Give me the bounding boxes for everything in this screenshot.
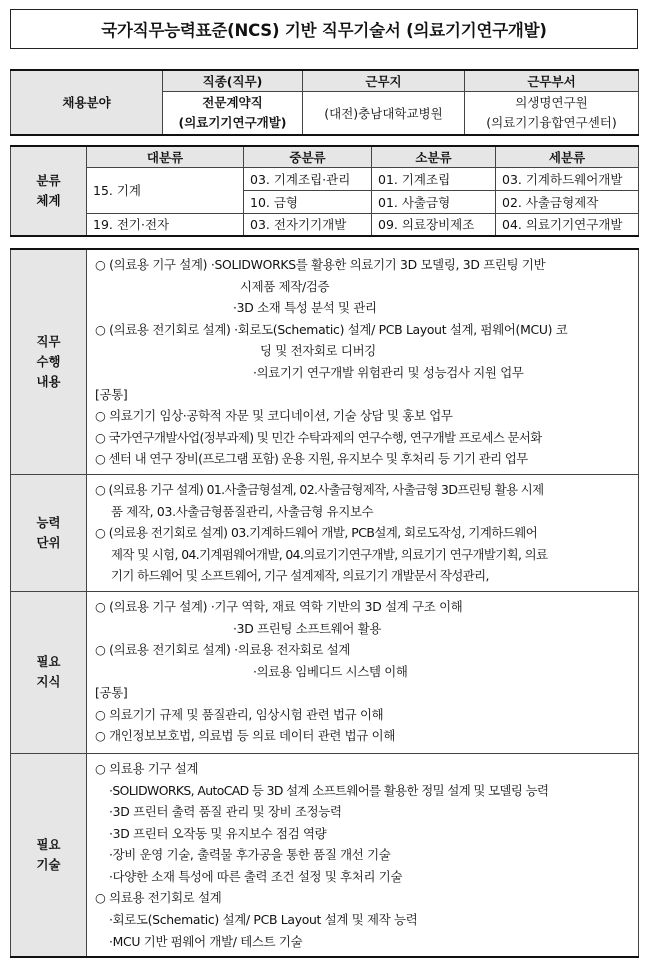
ability-line: 기기 하드웨어 및 소프트웨어, 기구 설계제작, 의료기기 개발문서 작성관리, <box>111 568 489 584</box>
col-header-workplace: 근무지 <box>303 70 465 91</box>
minor-item: 01. 사출금형 <box>372 190 496 213</box>
ability-line: 제작 및 시험, 04.기계펌웨어개발, 04.의료기기연구개발, 의료기기 연구개발기획, 의료 <box>111 546 548 562</box>
minor-item: 01. 기계조립 <box>372 167 496 190</box>
knowledge-line: ○ 개인정보보호법, 의료법 등 의료 데이터 관련 법규 이해 <box>95 728 395 744</box>
job-field: (의료기기연구개발) <box>178 114 287 130</box>
duty-line: ○ (의료용 기구 설계) ·SOLIDWORKS를 활용한 의료기기 3D 모델링, 3D 프린팅 기반 <box>95 257 546 272</box>
duty-line: ○ (의료용 전기회로 설계) ·회로도(Schematic) 설계/ PCB Layout 설계, 펌웨어(MCU) 코 <box>95 321 568 337</box>
document-title: 국가직무능력표준(NCS) 기반 직무기술서 (의료기기연구개발) <box>10 9 638 49</box>
dept-name: 의생명연구원 <box>515 94 588 110</box>
col-header-job: 직종(직무) <box>163 70 303 91</box>
skill-content <box>87 753 639 957</box>
major-electric: 19. 전기·전자 <box>87 213 244 236</box>
skill-line: ·다양한 소재 특성에 따른 출력 조건 설정 및 후처리 기술 <box>109 868 403 884</box>
duty-line: ·의료기기 연구개발 위험관리 및 성능검사 지원 업무 <box>253 364 524 380</box>
knowledge-line: ○ (의료용 전기회로 설계) ·의료용 전자회로 설계 <box>95 642 351 658</box>
knowledge-content <box>87 591 639 753</box>
skill-line: ·3D 프린터 출력 품질 관리 및 장비 조정능력 <box>109 804 342 820</box>
knowledge-line: ·3D 프린팅 소프트웨어 활용 <box>233 620 382 636</box>
duty-line: ○ 의료기기 임상·공학적 자문 및 코디네이션, 기술 상담 및 홍보 업무 <box>95 408 453 424</box>
recruit-label: 채용분야 <box>11 70 163 135</box>
classification-table <box>10 145 639 237</box>
knowledge-line: ·의료용 임베디드 시스템 이해 <box>253 663 408 679</box>
col-header-major: 대분류 <box>87 146 244 167</box>
detail-item: 02. 사출금형제작 <box>496 190 639 213</box>
classification-label: 분류 체계 <box>11 146 87 236</box>
mid-item: 03. 전자기기개발 <box>244 213 372 236</box>
knowledge-line: ○ (의료용 기구 설계) ·기구 역학, 재료 역학 기반의 3D 설계 구조 이해 <box>95 598 463 614</box>
duty-line: 시제품 제작/검증 <box>240 278 330 294</box>
knowledge-line: ○ 의료기기 규제 및 품질관리, 임상시험 관련 법규 이해 <box>95 706 384 722</box>
skill-label: 필요 기술 <box>11 753 87 957</box>
major-mechanical: 15. 기계 <box>87 167 244 213</box>
dept-center: (의료기기융합연구센터) <box>486 114 617 130</box>
detail-item: 03. 기계하드웨어개발 <box>496 167 639 190</box>
skill-line: ·3D 프린터 오작동 및 유지보수 점검 역량 <box>109 825 327 841</box>
ability-label: 능력 단위 <box>11 474 87 591</box>
col-header-minor: 소분류 <box>372 146 496 167</box>
duty-line: ○ 국가연구개발사업(정부과제) 및 민간 수탁과제의 연구수행, 연구개발 프로세스 문서화 <box>95 429 542 445</box>
skill-line: ○ 의료용 기구 설계 <box>95 760 199 776</box>
recruit-table <box>10 69 639 136</box>
job-value <box>163 91 303 135</box>
duty-line: ·3D 소재 특성 분석 및 관리 <box>233 300 377 316</box>
col-header-dept: 근무부서 <box>465 70 639 91</box>
dept-value <box>465 91 639 135</box>
knowledge-label: 필요 지식 <box>11 591 87 753</box>
description-table <box>10 248 639 958</box>
col-header-detail: 세분류 <box>496 146 639 167</box>
col-header-mid: 중분류 <box>244 146 372 167</box>
ability-line: 품 제작, 03.사출금형품질관리, 사출금형 유지보수 <box>111 503 374 519</box>
ability-line: ○ (의료용 기구 설계) 01.사출금형설계, 02.사출금형제작, 사출금형 3D프린팅 활용 시제 <box>95 481 544 497</box>
skill-line: ·회로도(Schematic) 설계/ PCB Layout 설계 및 제작 능력 <box>109 912 418 928</box>
skill-line: ·MCU 기반 펌웨어 개발/ 테스트 기술 <box>109 933 303 949</box>
ability-line: ○ (의료용 전기회로 설계) 03.기계하드웨어 개발, PCB설계, 회로도작성, 기계하드웨어 <box>95 525 538 541</box>
skill-line: ·SOLIDWORKS, AutoCAD 등 3D 설계 소프트웨어를 활용한 정밀 설계 및 모델링 능력 <box>109 782 549 798</box>
duty-content <box>87 249 639 474</box>
duty-label: 직무 수행 내용 <box>11 249 87 474</box>
mid-item: 03. 기계조립·관리 <box>244 167 372 190</box>
job-type: 전문계약직 <box>202 94 263 110</box>
duty-line: 딩 및 전자회로 디버깅 <box>260 343 376 359</box>
minor-item: 09. 의료장비제조 <box>372 213 496 236</box>
ability-content <box>87 474 639 591</box>
skill-line: ·장비 운영 기술, 출력물 후가공을 통한 품질 개선 기술 <box>109 847 391 863</box>
common-heading: [공통] <box>95 386 128 402</box>
duty-line: ○ 센터 내 연구 장비(프로그램 포함) 운용 지원, 유지보수 및 후처리 등 기기 관리 업무 <box>95 451 528 467</box>
workplace-value: (대전)충남대학교병원 <box>303 91 465 135</box>
detail-item: 04. 의료기기연구개발 <box>496 213 639 236</box>
mid-item: 10. 금형 <box>244 190 372 213</box>
common-heading: [공통] <box>95 685 128 701</box>
skill-line: ○ 의료용 전기회로 설계 <box>95 890 222 906</box>
